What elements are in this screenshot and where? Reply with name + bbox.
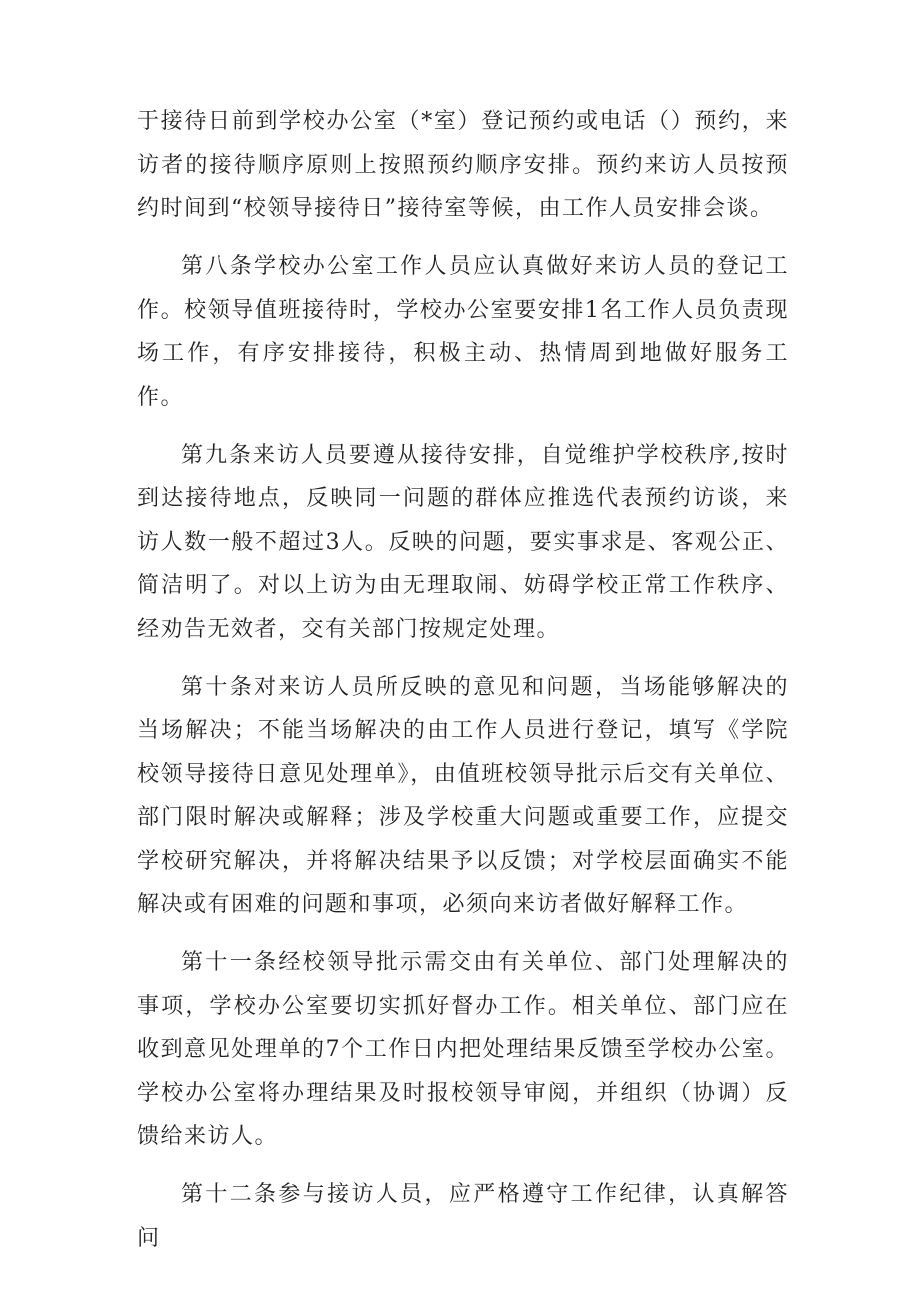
paragraph-continuation: 于接待日前到学校办公室（*室）登记预约或电话（）预约，来访者的接待顺序原则上按照预约顺序安排。预约来访人员按预约时间到“校领导接待日”接待室等候，由工作人员安排会谈。	[137, 109, 789, 221]
paragraph-article-10: 第十条对来访人员所反映的意见和问题，当场能够解决的当场解决；不能当场解决的由工作人员进行登记，填写《学院校领导接待日意见处理单》，由值班校领导批示后交有关单位、部门限时解决或解释；涉及学校重大问题或重要工作，应提交学校研究解决，并将解决结果予以反馈；对学校层面确实不能解决或有困难的问题和事项，必须向来访者做好解释工作。	[137, 674, 789, 917]
paragraph-article-11: 第十一条经校领导批示需交由有关单位、部门处理解决的事项，学校办公室要切实抓好督办工作。相关单位、部门应在收到意见处理单的7个工作日内把处理结果反馈至学校办公室。学校办公室将办理结果及时报校领导审阅，并组织（协调）反馈给来访人。	[137, 950, 789, 1149]
document-body	[137, 100, 789, 1275]
paragraph-article-8: 第八条学校办公室工作人员应认真做好来访人员的登记工作。校领导值班接待时，学校办公室要安排1名工作人员负责现场工作，有序安排接待，积极主动、热情周到地做好服务工作。	[137, 254, 789, 410]
paragraph-article-9: 第九条来访人员要遵从接待安排，自觉维护学校秩序,按时到达接待地点，反映同一问题的群体应推选代表预约访谈，来访人数一般不超过3人。反映的问题，要实事求是、客观公正、简洁明了。对以上访为由无理取闹、妨碍学校正常工作秩序、经劝告无效者，交有关部门按规定处理。	[137, 442, 789, 642]
paragraph-article-12: 第十二条参与接访人员，应严格遵守工作纪律，认真解答问	[137, 1182, 789, 1251]
